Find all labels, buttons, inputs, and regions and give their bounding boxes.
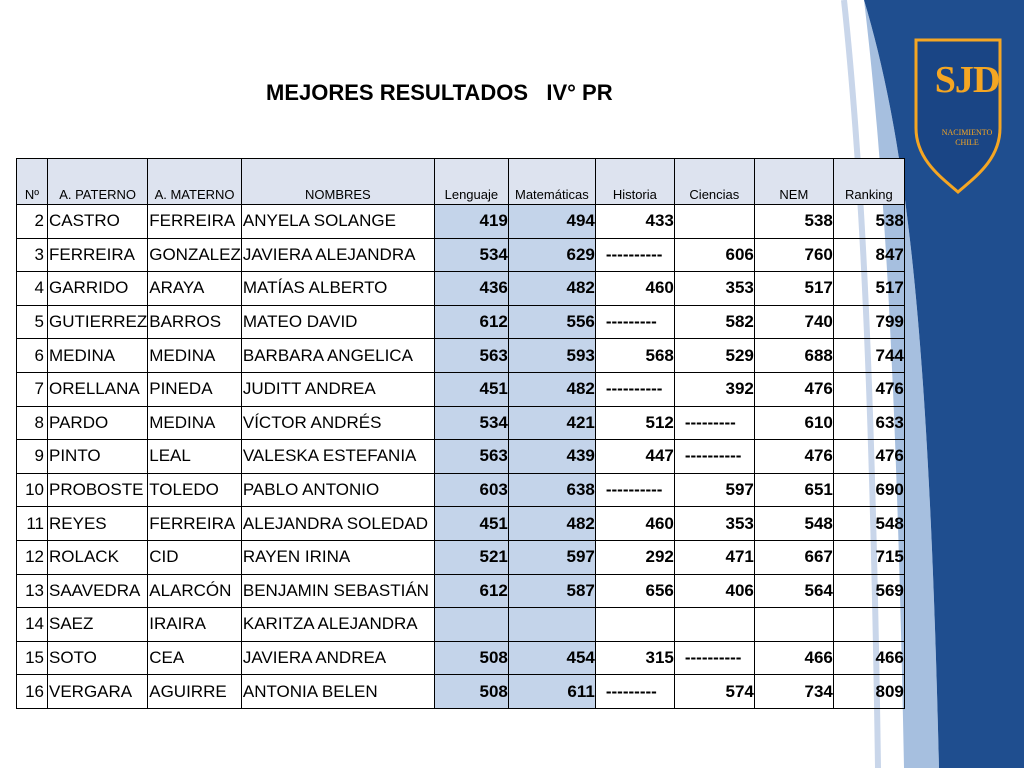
table-cell: 638 — [508, 473, 595, 507]
table-cell — [434, 608, 508, 642]
table-row — [17, 305, 905, 339]
table-cell: ---------- — [674, 641, 754, 675]
table-cell — [674, 608, 754, 642]
table-cell: 13 — [17, 574, 48, 608]
table-cell: 466 — [754, 641, 833, 675]
table-cell: 476 — [833, 372, 904, 406]
table-cell: 12 — [17, 540, 48, 574]
table-cell: 476 — [754, 372, 833, 406]
table-cell: 569 — [833, 574, 904, 608]
table-cell: 529 — [674, 339, 754, 373]
table-cell: 629 — [508, 238, 595, 272]
table-cell: 494 — [508, 205, 595, 239]
table-cell — [508, 608, 595, 642]
table-cell: 809 — [833, 675, 904, 709]
table-cell: MEDINA — [148, 339, 242, 373]
table-cell: MEDINA — [48, 339, 148, 373]
table-cell: PROBOSTE — [48, 473, 148, 507]
column-header: Ciencias — [674, 159, 754, 205]
table-cell: 392 — [674, 372, 754, 406]
table-cell: 11 — [17, 507, 48, 541]
table-cell: JUDITT ANDREA — [241, 372, 434, 406]
table-cell: ARAYA — [148, 272, 242, 306]
table-cell: 353 — [674, 507, 754, 541]
table-cell: GARRIDO — [48, 272, 148, 306]
table-cell: 6 — [17, 339, 48, 373]
table-row — [17, 205, 905, 239]
table-cell: 606 — [674, 238, 754, 272]
table-cell: 548 — [754, 507, 833, 541]
table-cell: REYES — [48, 507, 148, 541]
table-cell: GONZALEZ — [148, 238, 242, 272]
table-cell: 315 — [595, 641, 674, 675]
table-cell: ORELLANA — [48, 372, 148, 406]
table-cell: 8 — [17, 406, 48, 440]
table-row — [17, 238, 905, 272]
table-cell: --------- — [595, 305, 674, 339]
table-cell: ALEJANDRA SOLEDAD — [241, 507, 434, 541]
table-cell: 476 — [754, 440, 833, 474]
table-cell: 611 — [508, 675, 595, 709]
table-cell: 564 — [754, 574, 833, 608]
table-row — [17, 608, 905, 642]
table-body — [17, 205, 905, 709]
table-cell: ---------- — [595, 238, 674, 272]
table-cell: 517 — [833, 272, 904, 306]
table-cell: 521 — [434, 540, 508, 574]
table-cell: ROLACK — [48, 540, 148, 574]
table-cell: 454 — [508, 641, 595, 675]
table-cell: VERGARA — [48, 675, 148, 709]
column-header: NEM — [754, 159, 833, 205]
table-cell: 534 — [434, 238, 508, 272]
table-cell: PINEDA — [148, 372, 242, 406]
table-cell: TOLEDO — [148, 473, 242, 507]
table-cell: 482 — [508, 272, 595, 306]
table-row — [17, 574, 905, 608]
table-cell: BARBARA ANGELICA — [241, 339, 434, 373]
table-cell: 14 — [17, 608, 48, 642]
logo-subtitle-line1: NACIMIENTO — [941, 128, 993, 137]
table-cell: 538 — [754, 205, 833, 239]
table-row — [17, 339, 905, 373]
table-cell: 582 — [674, 305, 754, 339]
table-cell: FERREIRA — [48, 238, 148, 272]
table-cell: 690 — [833, 473, 904, 507]
table-cell: CID — [148, 540, 242, 574]
table-cell: BARROS — [148, 305, 242, 339]
logo-subtitle — [928, 128, 1006, 148]
table-cell: 656 — [595, 574, 674, 608]
table-cell: 421 — [508, 406, 595, 440]
table-cell: JAVIERA ANDREA — [241, 641, 434, 675]
table-cell: 593 — [508, 339, 595, 373]
table-cell: 760 — [754, 238, 833, 272]
table-cell: 7 — [17, 372, 48, 406]
table-cell — [595, 608, 674, 642]
table-cell: 353 — [674, 272, 754, 306]
table-cell: AGUIRRE — [148, 675, 242, 709]
table-cell: 563 — [434, 440, 508, 474]
table-cell: 482 — [508, 507, 595, 541]
table-cell: 633 — [833, 406, 904, 440]
table-cell: VÍCTOR ANDRÉS — [241, 406, 434, 440]
table-cell: 406 — [674, 574, 754, 608]
table-cell: 534 — [434, 406, 508, 440]
table-cell: 482 — [508, 372, 595, 406]
table-cell: 512 — [595, 406, 674, 440]
table-cell: --------- — [595, 675, 674, 709]
column-header: Lenguaje — [434, 159, 508, 205]
results-table — [16, 158, 905, 709]
table-cell: 16 — [17, 675, 48, 709]
table-cell: 447 — [595, 440, 674, 474]
table-cell: 610 — [754, 406, 833, 440]
table-row — [17, 272, 905, 306]
table-cell: IRAIRA — [148, 608, 242, 642]
table-cell: 508 — [434, 641, 508, 675]
table-cell: 667 — [754, 540, 833, 574]
column-header: Historia — [595, 159, 674, 205]
table-cell: FERREIRA — [148, 205, 242, 239]
table-cell: 734 — [754, 675, 833, 709]
table-row — [17, 675, 905, 709]
table-cell: KARITZA ALEJANDRA — [241, 608, 434, 642]
table-cell: LEAL — [148, 440, 242, 474]
table-cell: GUTIERREZ — [48, 305, 148, 339]
table-cell: SAEZ — [48, 608, 148, 642]
table-cell: 292 — [595, 540, 674, 574]
column-header: Nº — [17, 159, 48, 205]
column-header: A. MATERNO — [148, 159, 242, 205]
table-row — [17, 540, 905, 574]
table-row — [17, 406, 905, 440]
table-cell: 9 — [17, 440, 48, 474]
table-cell: CASTRO — [48, 205, 148, 239]
table-cell: JAVIERA ALEJANDRA — [241, 238, 434, 272]
table-cell: 688 — [754, 339, 833, 373]
table-cell: 439 — [508, 440, 595, 474]
table-cell: 460 — [595, 272, 674, 306]
table-cell: SAAVEDRA — [48, 574, 148, 608]
table-cell: 715 — [833, 540, 904, 574]
table-cell: 471 — [674, 540, 754, 574]
table-row — [17, 440, 905, 474]
table-cell: 744 — [833, 339, 904, 373]
table-cell: 517 — [754, 272, 833, 306]
table-cell: BENJAMIN SEBASTIÁN — [241, 574, 434, 608]
table-cell: 574 — [674, 675, 754, 709]
table-cell — [754, 608, 833, 642]
table-cell: 556 — [508, 305, 595, 339]
header-row — [17, 159, 905, 205]
table-header — [17, 159, 905, 205]
table-cell: ANTONIA BELEN — [241, 675, 434, 709]
table-cell: 538 — [833, 205, 904, 239]
table-row — [17, 507, 905, 541]
table-cell: 419 — [434, 205, 508, 239]
table-cell: 651 — [754, 473, 833, 507]
table-cell: 451 — [434, 372, 508, 406]
table-cell: 4 — [17, 272, 48, 306]
table-cell: 5 — [17, 305, 48, 339]
table-row — [17, 473, 905, 507]
table-cell: 597 — [674, 473, 754, 507]
table-cell: 563 — [434, 339, 508, 373]
logo-subtitle-line2: CHILE — [955, 138, 979, 147]
table-cell: --------- — [674, 406, 754, 440]
table-cell: 740 — [754, 305, 833, 339]
table-cell: PINTO — [48, 440, 148, 474]
table-cell: 612 — [434, 574, 508, 608]
table-cell: ANYELA SOLANGE — [241, 205, 434, 239]
table-cell: 15 — [17, 641, 48, 675]
table-cell: PABLO ANTONIO — [241, 473, 434, 507]
table-row — [17, 372, 905, 406]
table-cell: 476 — [833, 440, 904, 474]
table-cell: 436 — [434, 272, 508, 306]
table-cell: 612 — [434, 305, 508, 339]
table-cell: 587 — [508, 574, 595, 608]
table-cell: 451 — [434, 507, 508, 541]
table-cell: PARDO — [48, 406, 148, 440]
table-cell: 10 — [17, 473, 48, 507]
table-cell: ---------- — [595, 473, 674, 507]
table-cell: ALARCÓN — [148, 574, 242, 608]
table-cell: FERREIRA — [148, 507, 242, 541]
table-cell: SOTO — [48, 641, 148, 675]
table-cell: 466 — [833, 641, 904, 675]
table-cell: 2 — [17, 205, 48, 239]
table-cell: 597 — [508, 540, 595, 574]
table-cell: CEA — [148, 641, 242, 675]
table-cell: 847 — [833, 238, 904, 272]
table-cell: ---------- — [674, 440, 754, 474]
table-cell: MATÍAS ALBERTO — [241, 272, 434, 306]
table-cell: 799 — [833, 305, 904, 339]
page-title: MEJORES RESULTADOS IV° PR — [266, 80, 613, 105]
table-cell: 508 — [434, 675, 508, 709]
column-header: NOMBRES — [241, 159, 434, 205]
table-cell: 548 — [833, 507, 904, 541]
table-cell: MATEO DAVID — [241, 305, 434, 339]
column-header: Ranking — [833, 159, 904, 205]
table-cell: 3 — [17, 238, 48, 272]
table-cell — [833, 608, 904, 642]
table-cell: 568 — [595, 339, 674, 373]
column-header: A. PATERNO — [48, 159, 148, 205]
table-cell: RAYEN IRINA — [241, 540, 434, 574]
table-row — [17, 641, 905, 675]
logo-sjd-text: SJD — [934, 59, 1000, 101]
table-cell: VALESKA ESTEFANIA — [241, 440, 434, 474]
column-header: Matemáticas — [508, 159, 595, 205]
table-cell: 460 — [595, 507, 674, 541]
table-cell: MEDINA — [148, 406, 242, 440]
table-cell: ---------- — [595, 372, 674, 406]
table-cell — [674, 205, 754, 239]
table-cell: 603 — [434, 473, 508, 507]
table-cell: 433 — [595, 205, 674, 239]
